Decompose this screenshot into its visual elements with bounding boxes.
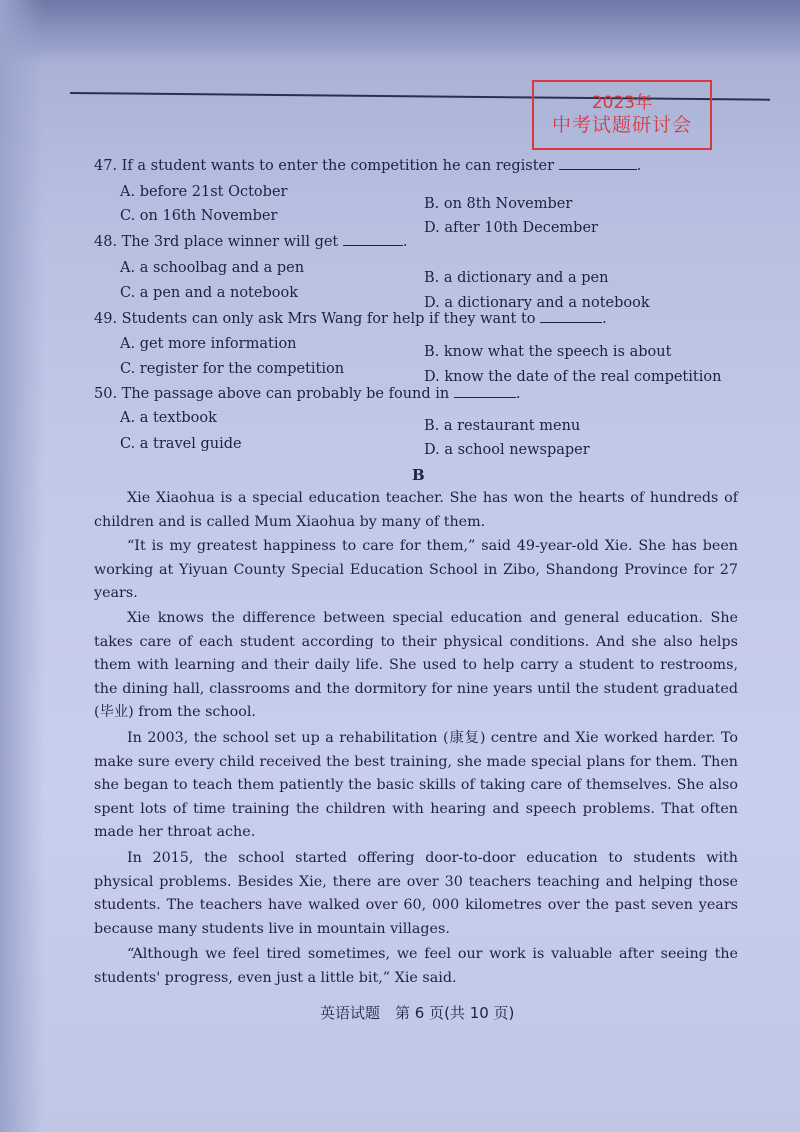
passage-paragraph: “Although we feel tired sometimes, we feel our work is valuable after seeing the students' progress, even just a little bit,” Xie said.: [94, 946, 738, 986]
option-47-b: B. on 8th November: [424, 196, 573, 212]
option-50-d: D. a school newspaper: [424, 442, 590, 458]
option-50-b: B. a restaurant menu: [424, 418, 581, 434]
answer-blank: [540, 310, 602, 323]
answer-blank: [454, 385, 516, 398]
option-47-c: C. on 16th November: [120, 208, 278, 224]
question-50: 50. The passage above can probably be found in .: [94, 386, 521, 402]
passage-paragraph: “It is my greatest happiness to care for them,” said 49-year-old Xie. She has been working at Yiyuan County Special Education School in Zibo, Shandong Province for 27 years.: [94, 538, 738, 602]
seminar-stamp: [532, 80, 712, 150]
question-stem: 49. Students can only ask Mrs Wang for help if they want to: [94, 311, 536, 327]
answer-blank: [343, 233, 403, 246]
passage-paragraph: Xie Xiaohua is a special education teacher. She has won the hearts of hundreds of children and is called Mum Xiaohua by many of them.: [94, 490, 738, 530]
option-48-a: A. a schoolbag and a pen: [120, 260, 305, 276]
option-48-b: B. a dictionary and a pen: [424, 270, 609, 286]
option-49-b: B. know what the speech is about: [424, 344, 672, 360]
question-47: 47. If a student wants to enter the competition he can register .: [94, 158, 642, 174]
question-stem: 50. The passage above can probably be found in: [94, 386, 450, 402]
option-47-d: D. after 10th December: [424, 220, 598, 236]
page-footer: 英语试题 第 6 页(共 10 页): [320, 1004, 515, 1022]
passage-paragraph: In 2003, the school set up a rehabilitation (康复) centre and Xie worked harder. To make sure every child received the best training, she made special plans for them. Then she began to teach them patiently the basic skills of taking care of themselves. She also spent lots of time training the children with hearing and speech problems. That often made her throat ache.: [94, 730, 738, 841]
answer-blank: [559, 157, 637, 170]
stamp-title: 中考试题研讨会: [551, 113, 692, 136]
passage-paragraph: Xie knows the difference between special education and general education. She takes care of each student according to their physical conditions. And she also helps them with learning and their daily life. She used to help carry a student to restrooms, the dining hall, classrooms and the dormitory for nine years until the student graduated (毕业) from the school.: [94, 610, 738, 721]
question-48: 48. The 3rd place winner will get .: [94, 234, 408, 250]
question-49: 49. Students can only ask Mrs Wang for help if they want to .: [94, 311, 607, 327]
option-49-d: D. know the date of the real competition: [424, 369, 722, 385]
question-stem: 47. If a student wants to enter the competition he can register: [94, 158, 555, 174]
option-47-a: A. before 21st October: [120, 184, 288, 200]
passage-paragraph: In 2015, the school started offering door-to-door education to students with physical problems. Besides Xie, there are over 30 teachers teaching and helping those students. The teachers have walked over 60, 000 kilometres over the past seven years because many students live in mountain villages.: [94, 850, 738, 937]
option-49-a: A. get more information: [120, 336, 297, 352]
question-stem: 48. The 3rd place winner will get: [94, 234, 339, 250]
option-48-c: C. a pen and a notebook: [120, 285, 298, 301]
photo-edge-shadow: [0, 0, 44, 1132]
option-49-c: C. register for the competition: [120, 361, 345, 377]
stamp-year: 2023年: [591, 92, 653, 113]
section-heading: B: [412, 466, 425, 484]
photo-shadow: [0, 0, 800, 60]
option-48-d: D. a dictionary and a notebook: [424, 295, 650, 311]
option-50-a: A. a textbook: [120, 410, 217, 426]
option-50-c: C. a travel guide: [120, 436, 242, 452]
